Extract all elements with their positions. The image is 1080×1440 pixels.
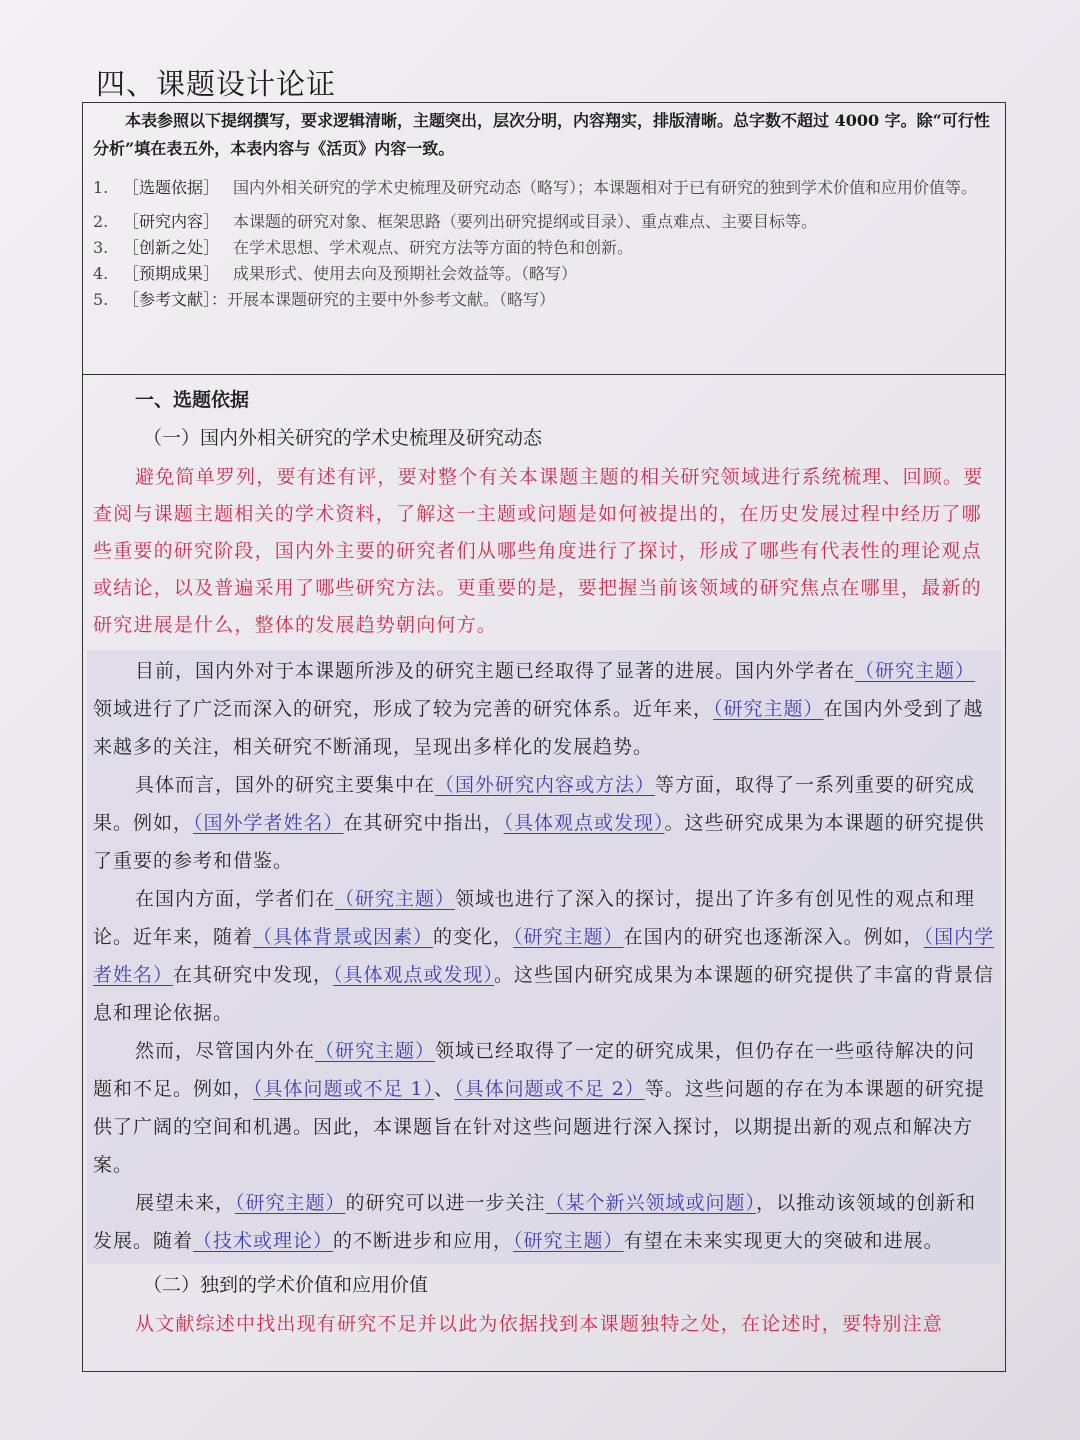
outline-label: ［创新之处］ bbox=[123, 238, 220, 257]
text: 领域进行了广泛而深入的研究，形成了较为完善的研究体系。近年来， bbox=[93, 698, 714, 720]
text: 的不断进步和应用， bbox=[333, 1230, 514, 1252]
outline-text bbox=[123, 209, 995, 235]
text: ，以推动该领域的创新和发展。随着 bbox=[93, 1192, 977, 1252]
placeholder: （技术或理论） bbox=[193, 1230, 334, 1252]
text: 在国内外受到了越来越多的关注，相关研究不断涌现，呈现出多样化的发展趋势。 bbox=[93, 698, 984, 758]
outline-list bbox=[93, 175, 995, 313]
text: 的变化， bbox=[433, 926, 514, 948]
text: 在国内方面，学者们在 bbox=[135, 888, 336, 910]
outline-item bbox=[93, 209, 995, 235]
text: 的研究可以进一步关注 bbox=[345, 1192, 546, 1214]
form-table bbox=[82, 102, 1006, 1372]
outline-item bbox=[93, 261, 995, 287]
text: 有望在未来实现更大的突破和进展。 bbox=[623, 1230, 944, 1252]
placeholder: （某个新兴领域或问题） bbox=[545, 1192, 757, 1214]
instructions-cell bbox=[83, 103, 1005, 375]
text: 、 bbox=[434, 1078, 455, 1100]
guidance-text: 从文献综述中找出现有研究不足并以此为依据找到本课题独特之处，在论述时，要特别注意 bbox=[135, 1313, 944, 1335]
paragraph bbox=[93, 652, 995, 766]
text: 在其研究中发现， bbox=[173, 964, 334, 986]
placeholder: （研究主题） bbox=[713, 698, 824, 720]
guidance-text: 避免简单罗列，要有述有评，要对整个有关本课题主题的相关研究领域进行系统梳理、回顾。要查阅与课题主题相关的学术资料，了解这一主题或问题是如何被提出的，在历史发展过程中经历了哪些重要的研究阶段，国内外主要的研究者们从哪些角度进行了探讨，形成了哪些有代表性的理论观点或结论，以及普遍采用了哪些研究方法。更重要的是，要把握当前该领域的研究焦点在哪里，最新的研究进展是什么，整体的发展趋势朝向何方。 bbox=[93, 466, 984, 636]
placeholder: （研究主题） bbox=[513, 1230, 624, 1252]
outline-number: 3. bbox=[93, 238, 109, 257]
subsection-heading: （二）独到的学术价值和应用价值 bbox=[143, 1274, 429, 1296]
placeholder: （研究主题） bbox=[335, 888, 456, 910]
outline-text bbox=[123, 175, 995, 201]
outline-desc: 国内外相关研究的学术史梳理及研究动态（略写）；本课题相对于已有研究的独到学术价值和应用价值等。 bbox=[233, 178, 978, 197]
placeholder: （具体背景或因素） bbox=[253, 926, 434, 948]
outline-label: ［预期成果］ bbox=[123, 264, 220, 283]
placeholder: （国内学者姓名） bbox=[93, 926, 995, 986]
outline-desc: 在学术思想、学术观点、研究方法等方面的特色和创新。 bbox=[233, 238, 634, 257]
placeholder: （研究主题） bbox=[235, 1192, 346, 1214]
sample-paragraphs bbox=[87, 650, 1001, 1264]
section-heading: 一、选题依据 bbox=[135, 389, 250, 411]
placeholder: （研究主题） bbox=[855, 660, 976, 682]
placeholder: （具体观点或发现） bbox=[333, 964, 495, 986]
outline-desc: 开展本课题研究的主要中外参考文献。（略写） bbox=[227, 290, 556, 309]
page-title: 四、课题设计论证 bbox=[96, 67, 337, 101]
outline-label: ［参考文献］： bbox=[123, 290, 228, 309]
outline-item bbox=[93, 175, 995, 201]
placeholder: （具体观点或发现） bbox=[503, 812, 665, 834]
placeholder: （国外研究内容或方法） bbox=[435, 774, 656, 796]
outline-text bbox=[123, 261, 995, 287]
text: 等方面，取得了一系列重要的研究成果。例如， bbox=[93, 774, 976, 834]
paragraph bbox=[93, 766, 995, 880]
outline-desc: 本课题的研究对象、框架思路（要列出研究提纲或目录）、重点难点、主要目标等。 bbox=[233, 212, 818, 231]
text: 展望未来， bbox=[135, 1192, 236, 1214]
paragraph bbox=[93, 880, 995, 1032]
placeholder: （研究主题） bbox=[513, 926, 624, 948]
text: 等。这些问题的存在为本课题的研究提供了广阔的空间和机遇。因此，本课题旨在针对这些问题进行深入探讨，以期提出新的观点和解决方案。 bbox=[93, 1078, 985, 1176]
outline-desc: 成果形式、使用去向及预期社会效益等。（略写） bbox=[233, 264, 578, 283]
text: 。这些研究成果为本课题的研究提供了重要的参考和借鉴。 bbox=[93, 812, 985, 872]
text: 具体而言，国外的研究主要集中在 bbox=[135, 774, 436, 796]
placeholder: （研究主题） bbox=[315, 1040, 436, 1062]
outline-item bbox=[93, 235, 995, 261]
outline-number: 4. bbox=[93, 264, 109, 283]
text: 领域也进行了深入的探讨，提出了许多有创见性的观点和理论。近年来，随着 bbox=[93, 888, 976, 948]
text: 在国内的研究也逐渐深入。例如， bbox=[623, 926, 924, 948]
outline-item bbox=[93, 287, 995, 313]
content-cell bbox=[83, 375, 1005, 1343]
placeholder: （具体问题或不足 1） bbox=[253, 1078, 435, 1100]
text: 在其研究中指出， bbox=[343, 812, 504, 834]
text: 领域已经取得了一定的研究成果，但仍存在一些亟待解决的问题和不足。例如， bbox=[93, 1040, 976, 1100]
text: 目前，国内外对于本课题所涉及的研究主题已经取得了显著的进展。国内外学者在 bbox=[135, 660, 856, 682]
paragraph bbox=[93, 1184, 995, 1260]
outline-label: ［选题依据］ bbox=[123, 178, 220, 197]
instructions-note: 本表参照以下提纲撰写，要求逻辑清晰，主题突出，层次分明，内容翔实，排版清晰。总字数不超过 4000 字。除“可行性分析”填在表五外，本表内容与《活页》内容一致。 bbox=[93, 111, 990, 158]
text: 。这些国内研究成果为本课题的研究提供了丰富的背景信息和理论依据。 bbox=[93, 964, 995, 1024]
outline-number: 1. bbox=[93, 178, 109, 197]
placeholder: （国外学者姓名） bbox=[193, 812, 344, 834]
subsection-heading: （一）国内外相关研究的学术史梳理及研究动态 bbox=[143, 427, 543, 449]
outline-text bbox=[123, 287, 995, 313]
paragraph bbox=[93, 1032, 995, 1184]
text: 然而，尽管国内外在 bbox=[135, 1040, 316, 1062]
outline-text bbox=[123, 235, 995, 261]
outline-number: 5. bbox=[93, 290, 109, 309]
outline-label: ［研究内容］ bbox=[123, 212, 220, 231]
placeholder: （具体问题或不足 2） bbox=[454, 1078, 645, 1100]
outline-number: 2. bbox=[93, 212, 109, 231]
